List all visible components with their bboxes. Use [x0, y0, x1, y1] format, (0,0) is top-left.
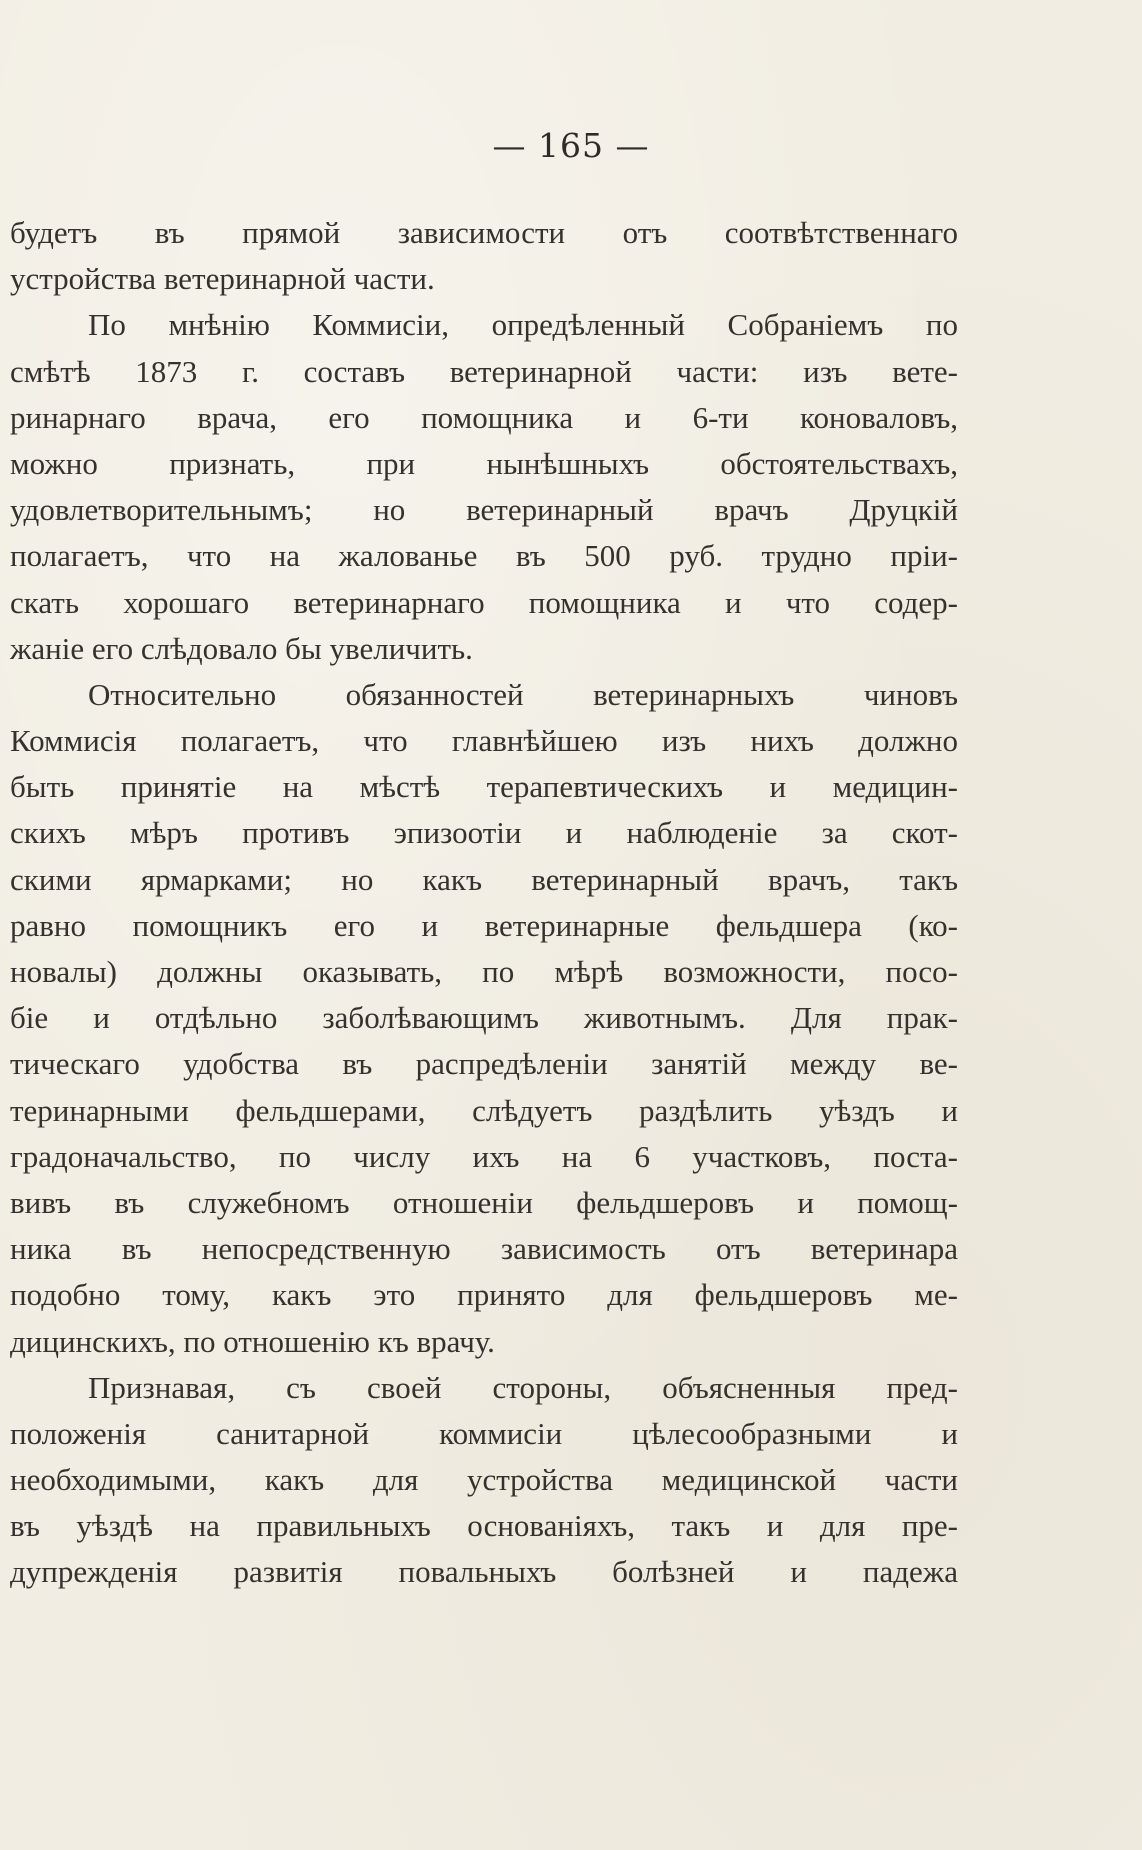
- text-line: быть принятіе на мѣстѣ терапевтическихъ и медицин-: [10, 769, 958, 805]
- text-line: скать хорошаго ветеринарнаго помощника и что содер-: [10, 584, 958, 620]
- text-line: будетъ въ прямой зависимости отъ соотвѣтственнаго: [10, 215, 958, 250]
- page-number: — 165 —: [492, 126, 650, 165]
- text-line: въ уѣздѣ на правильныхъ основаніяхъ, такъ и для пре-: [10, 1508, 958, 1544]
- body-text: [10, 210, 958, 1596]
- text-line: равно помощникъ его и ветеринарные фельдшера (ко-: [10, 907, 958, 943]
- text-line: градоначальство, по числу ихъ на 6 участковъ, поста-: [10, 1138, 958, 1174]
- text-line: жаніе его слѣдовало бы увеличить.: [10, 630, 473, 666]
- text-line: можно признать, при нынѣшныхъ обстоятельствахъ,: [10, 445, 958, 481]
- text-line: необходимыми, какъ для устройства медицинской части: [10, 1462, 958, 1498]
- text-line: Относительно обязанностей ветеринарныхъ чиновъ: [88, 676, 958, 712]
- text-line: Коммисія полагаетъ, что главнѣйшею изъ нихъ должно: [10, 723, 958, 759]
- text-line: По мнѣнію Коммисіи, опредѣленный Собраніемъ по: [88, 307, 958, 343]
- text-line: вивъ въ служебномъ отношеніи фельдшеровъ и помощ-: [10, 1184, 958, 1220]
- text-line: біе и отдѣльно заболѣвающимъ животнымъ. Для прак-: [10, 1000, 958, 1036]
- text-line: подобно тому, какъ это принято для фельдшеровъ ме-: [10, 1277, 958, 1313]
- text-line: положенія санитарной коммисіи цѣлесообразными и: [10, 1415, 958, 1451]
- text-line: новалы) должны оказывать, по мѣрѣ возможности, посо-: [10, 954, 958, 989]
- text-line: устройства ветеринарной части.: [10, 261, 435, 297]
- text-line: Признавая, съ своей стороны, объясненныя пред-: [88, 1369, 958, 1405]
- text-line: теринарными фельдшерами, слѣдуетъ раздѣлить уѣздъ и: [10, 1092, 958, 1128]
- text-line: дицинскихъ, по отношенію къ врачу.: [10, 1323, 495, 1359]
- text-line: смѣтѣ 1873 г. составъ ветеринарной части: изъ вете-: [10, 353, 958, 389]
- text-line: ника въ непосредственную зависимость отъ ветеринара: [10, 1231, 958, 1267]
- text-line: полагаетъ, что на жалованье въ 500 руб. трудно прiи-: [10, 538, 958, 574]
- text-line: скихъ мѣръ противъ эпизоотіи и наблюденіе за скот-: [10, 815, 958, 851]
- text-line: ринарнаго врача, его помощника и 6-ти коноваловъ,: [10, 399, 958, 435]
- text-line: скими ярмарками; но какъ ветеринарный врачъ, такъ: [10, 861, 958, 897]
- text-line: дупрежденія развитія повальныхъ болѣзней и падежа: [10, 1554, 958, 1590]
- text-line: тическаго удобства въ распредѣленіи занятій между ве-: [10, 1046, 958, 1082]
- text-line: удовлетворительнымъ; но ветеринарный врачъ Друцкій: [10, 492, 958, 528]
